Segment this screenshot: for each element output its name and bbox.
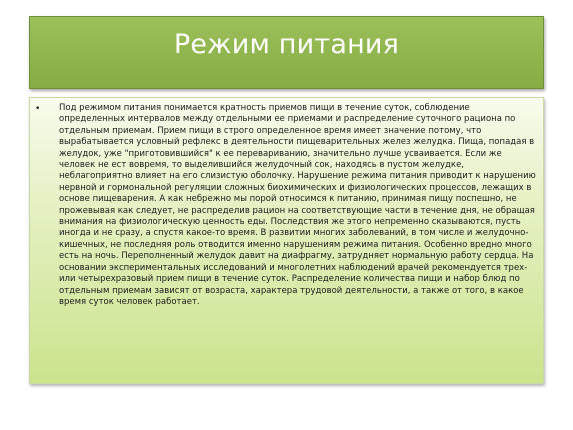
body-paragraph: Под режимом питания понимается кратность приемов пищи в течение суток, соблюдение определенных интервалов между отдельными ее приемами и распределение суточного рациона по отдельным приемам. Прием пищи в строго определенное время имеет значение потому, что вырабатывается условный рефлекс в деятельности пищеварительных желез желудка. Пища, попадая в желудок, уже "приготовившийся" к ее перевариванию, значительно лучше усваивается. Если же человек не ест вовремя, то выделившийся желудочный сок, находясь в пустом желудке, неблагоприятно влияет на его слизистую оболочку. Нарушение режима питания приводит к нарушению нервной и гормональной регуляции сложных биохимических и физиологических процессов, лежащих в основе пищеварения. А как небрежно мы порой относимся к питанию, принимая пищу поспешно, не прожевывая как следует, не распределив рацион на соответствующие части в течение дня, не обращая внимания на физиологическую ценность еды. Последствия же этого непременно сказываются, пусть иногда и не сразу, а спустя какое-то время. В развитии многих заболеваний, в том числе и желудочно-кишечных, не последняя роль отводится именно нарушениям режима питания. Особенно вредно много есть на ночь. Переполненный желудок давит на диафрагму, затрудняет нормальную работу сердца. На основании экспериментальных исследований и многолетних наблюдений врачей рекомендуется трех- или четырехразовый прием пищи в течение суток. Распределение количества пищи и набор блюд по отдельным приемам зависят от возраста, характера трудовой деятельности, а также от того, в какое время суток человек работает. xyxy=(59,103,536,307)
bullet-marker: • xyxy=(35,104,41,114)
content-placeholder xyxy=(29,97,544,384)
title-placeholder xyxy=(29,16,544,89)
slide-title: Режим питания xyxy=(173,29,400,60)
